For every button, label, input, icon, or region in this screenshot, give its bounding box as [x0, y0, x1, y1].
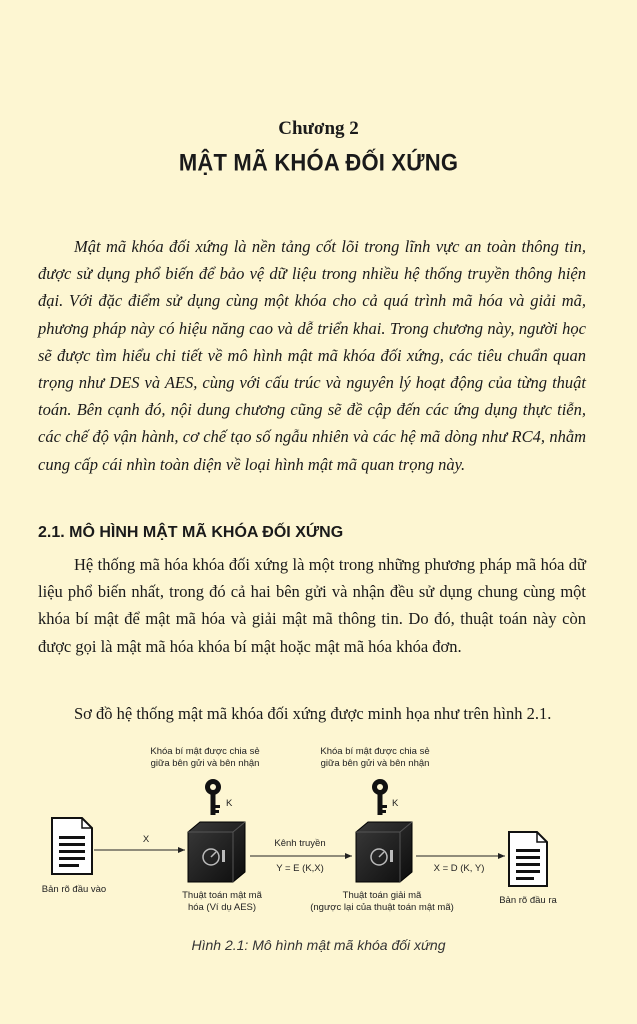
- plain-formula: X = D (K, Y): [433, 863, 485, 874]
- section-heading: 2.1. MÔ HÌNH MẬT MÃ KHÓA ĐỐI XỨNG: [38, 524, 344, 541]
- body-paragraph-1: Hệ thống mã hóa khóa đối xứng là một trong những phương pháp mã hóa dữ liệu phổ biến nhất, trong đó cả hai bên gửi và nhận đều sử dụng chung cùng một khóa bí mật để mật mã hóa và giải mật mã thông tin. Do đó, thuật toán này còn được gọi là mật mã hóa khóa bí mật hoặc mật mã hóa khóa đơn.: [38, 555, 586, 656]
- body-paragraph-2: Sơ đồ hệ thống mật mã khóa đối xứng được minh họa như trên hình 2.1.: [74, 704, 552, 723]
- chapter-number: Chương 2: [278, 118, 359, 139]
- key-note-left-line2: giữa bên gửi và bên nhận: [150, 758, 260, 769]
- dec-label-line2: (ngược lại của thuật toán mật mã): [310, 902, 454, 913]
- key-label-left: K: [226, 798, 233, 809]
- key-icon: [372, 779, 388, 815]
- cipher-formula: Y = E (K,X): [276, 863, 324, 874]
- enc-label-line1: Thuật toán mật mã: [182, 890, 262, 901]
- output-label: Bản rõ đầu ra: [499, 895, 557, 906]
- input-label: Bản rõ đầu vào: [41, 884, 107, 895]
- safe-icon: [356, 822, 412, 882]
- document-icon: [509, 832, 547, 886]
- enc-label-line2: hóa (Ví dụ AES): [187, 902, 257, 913]
- intro-paragraph: Mật mã khóa đối xứng là nền tảng cốt lõi trong lĩnh vực an toàn thông tin, được sử dụng phổ biến để bảo vệ dữ liệu trong nhiều hệ thống truyền thông hiện đại. Với đặc điểm sử dụng cùng một khóa cho cả quá trình mã hóa và giải mã, phương pháp này có hiệu năng cao và dễ triển khai. Trong chương này, người học sẽ được tìm hiểu chi tiết về mô hình mật mã khóa đối xứng, các tiêu chuẩn quan trọng như DES và AES, cùng với cấu trúc và nguyên lý hoạt động của từng thuật toán. Bên cạnh đó, nội dung chương cũng sẽ đề cập đến các ứng dụng thực tiễn, các chế độ vận hành, cơ chế tạo số ngẫu nhiên và các hệ mã dòng như RC4, nhằm cung cấp cái nhìn toàn diện về loại hình mật mã quan trọng này.: [38, 237, 586, 474]
- x-label: X: [142, 834, 150, 845]
- safe-icon: [188, 822, 245, 882]
- key-note-right-line1: Khóa bí mật được chia sẻ: [320, 746, 430, 757]
- dec-label-line1: Thuật toán giải mã: [342, 890, 422, 901]
- figure-caption: Hình 2.1: Mô hình mật mã khóa đối xứng: [191, 937, 446, 953]
- chapter-title: MẬT MÃ KHÓA ĐỐI XỨNG: [178, 148, 459, 176]
- key-note-left-line1: Khóa bí mật được chia sẻ: [150, 746, 260, 757]
- symmetric-cipher-diagram: [0, 740, 637, 930]
- key-icon: [205, 779, 221, 815]
- document-icon: [52, 818, 92, 874]
- key-note-right-line2: giữa bên gửi và bên nhận: [320, 758, 430, 769]
- key-label-right: K: [392, 798, 399, 809]
- channel-label: Kênh truyền: [274, 838, 326, 849]
